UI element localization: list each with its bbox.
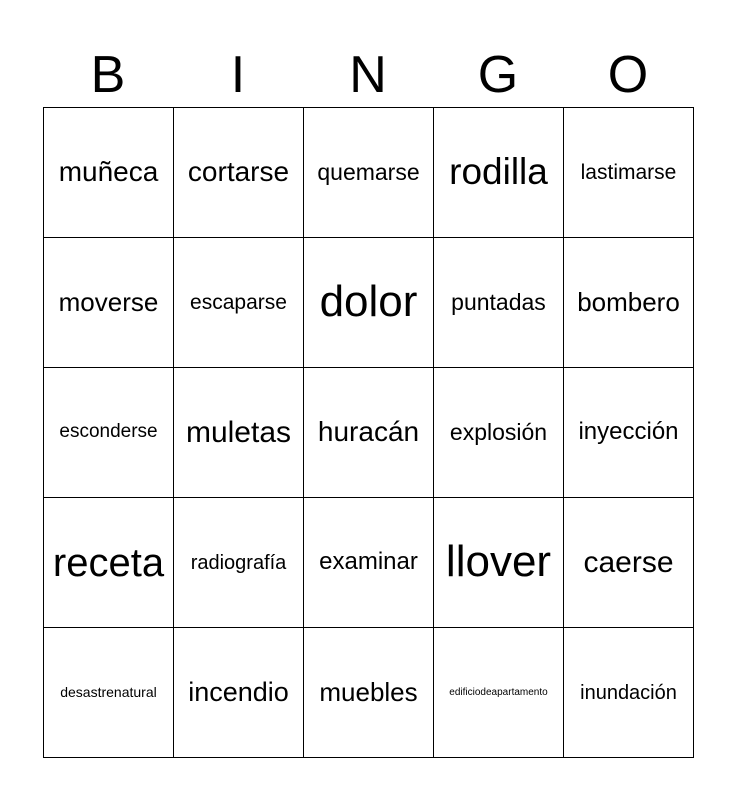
cell-word: escaparse xyxy=(190,290,287,314)
cell-word: explosión xyxy=(449,418,548,445)
bingo-cell[interactable] xyxy=(304,238,434,368)
bingo-cell[interactable] xyxy=(174,368,304,498)
bingo-cell[interactable] xyxy=(44,498,174,628)
bingo-cell[interactable] xyxy=(304,498,434,628)
cell-word: desastrenatural xyxy=(60,683,157,700)
cell-word: incendio xyxy=(188,676,289,707)
bingo-cell[interactable] xyxy=(564,628,694,758)
cell-word: muletas xyxy=(185,416,292,449)
cell-word: edificiodeapartamento xyxy=(449,687,548,698)
bingo-cell[interactable] xyxy=(564,238,694,368)
header-letter-g: G xyxy=(477,46,519,104)
bingo-cell[interactable] xyxy=(434,498,564,628)
cell-word: rodilla xyxy=(449,151,548,193)
bingo-cell[interactable] xyxy=(174,628,304,758)
bingo-cell[interactable] xyxy=(434,628,564,758)
cell-word: cortarse xyxy=(187,156,290,188)
bingo-cell[interactable] xyxy=(564,498,694,628)
cell-word: muñeca xyxy=(58,156,159,188)
bingo-board xyxy=(43,107,694,758)
cell-word: lastimarse xyxy=(580,160,677,184)
cell-word: moverse xyxy=(58,287,159,318)
bingo-cell[interactable] xyxy=(434,238,564,368)
bingo-cell[interactable] xyxy=(174,238,304,368)
header-letter-i: I xyxy=(230,46,246,104)
bingo-cell[interactable] xyxy=(304,368,434,498)
cell-word: inyección xyxy=(578,418,679,446)
cell-word: inundación xyxy=(580,681,677,704)
cell-word: quemarse xyxy=(317,158,420,185)
bingo-cell[interactable] xyxy=(44,368,174,498)
cell-word: puntadas xyxy=(451,288,546,315)
header-letter-b: B xyxy=(90,46,126,104)
cell-word: examinar xyxy=(319,548,418,576)
cell-word: esconderse xyxy=(59,421,158,443)
cell-word: dolor xyxy=(319,277,418,327)
bingo-cell[interactable] xyxy=(174,498,304,628)
bingo-cell[interactable] xyxy=(304,108,434,238)
cell-word: receta xyxy=(52,540,165,585)
cell-word: radiografía xyxy=(190,551,287,574)
bingo-cell[interactable] xyxy=(44,238,174,368)
cell-word: muebles xyxy=(319,677,418,708)
header-letter-n: N xyxy=(349,46,387,104)
bingo-cell[interactable] xyxy=(564,368,694,498)
bingo-cell[interactable] xyxy=(44,108,174,238)
cell-word: bombero xyxy=(577,287,680,318)
bingo-cell[interactable] xyxy=(434,108,564,238)
bingo-cell[interactable] xyxy=(44,628,174,758)
cell-word: caerse xyxy=(583,546,674,579)
bingo-cell[interactable] xyxy=(174,108,304,238)
cell-word: llover xyxy=(445,537,552,587)
bingo-cell[interactable] xyxy=(564,108,694,238)
header-letter-o: O xyxy=(607,46,649,104)
bingo-cell[interactable] xyxy=(304,628,434,758)
bingo-cell[interactable] xyxy=(434,368,564,498)
bingo-header xyxy=(43,44,693,106)
cell-word: huracán xyxy=(317,416,420,448)
